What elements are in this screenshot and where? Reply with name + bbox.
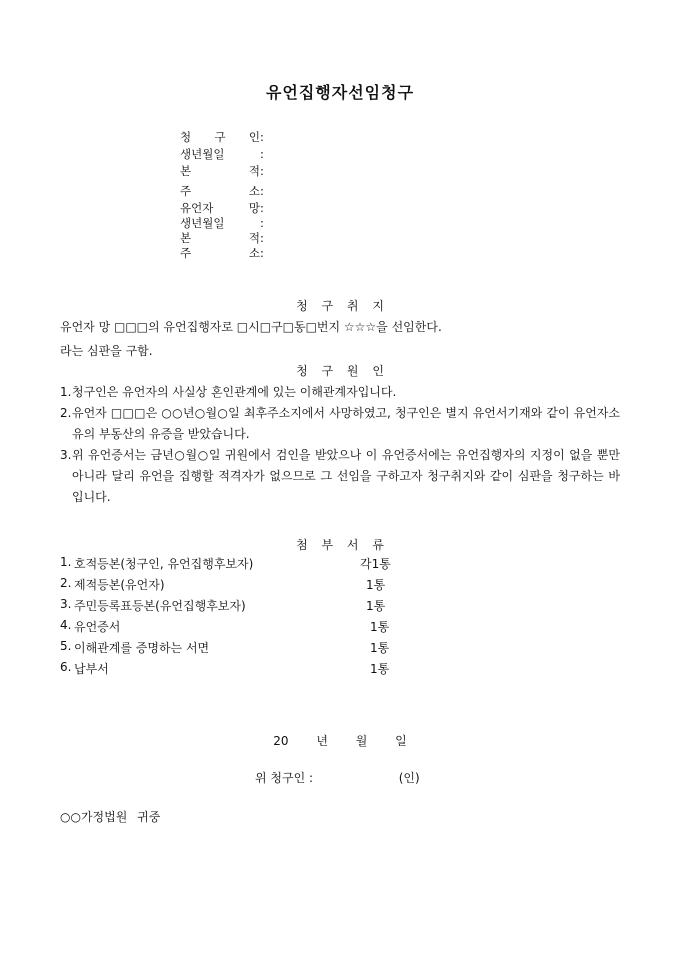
party-label: 본 적 (180, 231, 260, 245)
attachment-number: 4. (60, 618, 72, 632)
item-text: 유언자 □□□은 ○○년○월○일 최후주소지에서 사망하였고, 청구인은 별지 유언서기재와 같이 유언자소유의 부동산의 유증을 받았습니다. (72, 406, 620, 441)
item-text: 위 유언증서는 금년○월○일 귀원에서 검인을 받았으나 이 유언증서에는 유언집행자의 지정이 없을 뿐만아니라 달리 유언을 집행할 적격자가 없으므로 그 선임을 구하고자 청구취지와 같이 심판을 청구하는 바입니다. (72, 448, 620, 504)
date-line: 20 년 월 일 (273, 734, 407, 748)
item-text: 청구인은 유언자의 사실상 혼인관계에 있는 이해관계자입니다. (72, 385, 397, 399)
claim-purpose-line: 유언자 망 □□□의 유언집행자로 □시□구□동□번지 ☆☆☆을 선임한다. (60, 320, 442, 334)
attachment-name: 납부서 (74, 662, 109, 676)
party-label: 유언자 망 (180, 201, 260, 215)
claim-reasons-heading: 청 구 원 인 (296, 364, 384, 378)
attachment-row (60, 639, 391, 660)
party-row: 본 적 : (180, 164, 264, 178)
party-label: 생년월일 (180, 147, 225, 161)
attachment-row (60, 576, 391, 597)
attachments-heading: 첨 부 서 류 (296, 538, 384, 552)
attachment-qty: 1통 (370, 620, 390, 634)
attachment-number: 1. (60, 555, 72, 569)
party-row: 주 소 : (180, 246, 264, 260)
party-row: 본 적 : (180, 231, 264, 245)
party-label: 주 소 (180, 246, 260, 260)
attachment-row (60, 597, 391, 618)
attachment-row (60, 555, 391, 576)
attachment-qty: 각1통 (360, 557, 391, 571)
party-row: 유언자 망 : (180, 201, 264, 215)
attachment-qty: 1통 (370, 662, 390, 676)
party-row: 생년월일 : (180, 216, 264, 230)
attachment-qty: 1통 (370, 641, 390, 655)
attachment-qty: 1통 (366, 599, 386, 613)
claim-purpose-line: 라는 심판을 구함. (60, 344, 153, 358)
party-row: 생년월일 : (180, 147, 264, 161)
attachment-number: 2. (60, 576, 72, 590)
item-number: 3. (60, 448, 72, 462)
court-addressee: ○○가정법원 귀중 (60, 810, 161, 824)
signature-line (255, 769, 420, 786)
attachment-number: 6. (60, 660, 72, 674)
item-number: 2. (60, 406, 72, 420)
party-label: 생년월일 (180, 216, 225, 230)
attachment-qty: 1통 (366, 578, 386, 592)
party-label: 본 적 (180, 164, 260, 178)
attachment-row (60, 618, 391, 639)
attachment-name: 이해관계를 증명하는 서면 (74, 641, 210, 655)
attachments-list (60, 555, 391, 681)
attachment-name: 유언증서 (74, 620, 121, 634)
document-title: 유언집행자선임청구 (265, 83, 415, 102)
attachment-row (60, 660, 391, 681)
attachment-name: 주민등록표등본(유언집행후보자) (74, 599, 246, 613)
attachment-number: 3. (60, 597, 72, 611)
list-item (60, 382, 620, 403)
signature-label: 위 청구인 : (255, 771, 314, 785)
item-number: 1. (60, 385, 72, 399)
attachment-name: 호적등본(청구인, 유언집행후보자) (74, 557, 254, 571)
party-row: 주 소 : (180, 184, 264, 198)
party-label: 주 소 (180, 184, 260, 198)
seal-mark: (인) (398, 771, 420, 785)
party-row: 청 구 인 : (180, 130, 264, 144)
attachment-name: 제적등본(유언자) (74, 578, 165, 592)
party-label: 청 구 인 (180, 130, 260, 144)
claim-reasons-list (60, 382, 620, 508)
party-info-block (180, 129, 268, 260)
list-item (60, 445, 620, 508)
attachment-number: 5. (60, 639, 72, 653)
list-item (60, 403, 620, 445)
claim-purpose-heading: 청 구 취 지 (296, 299, 384, 313)
